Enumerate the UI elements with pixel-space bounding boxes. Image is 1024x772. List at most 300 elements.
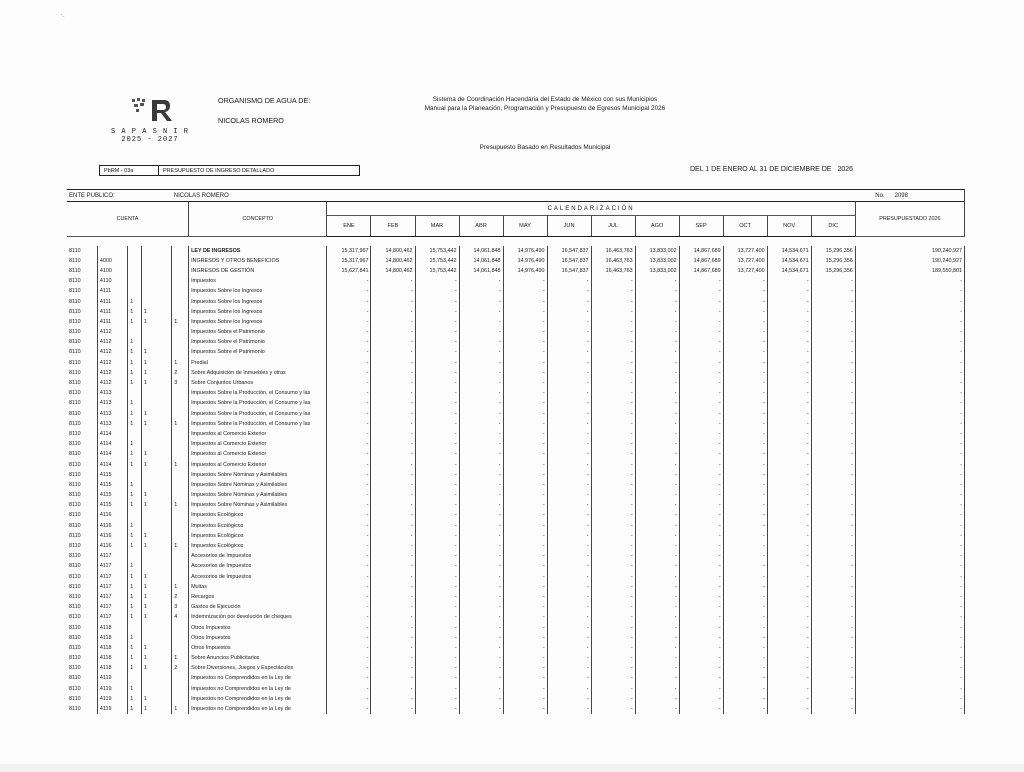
month-value-cell: - — [503, 358, 547, 368]
month-value-cell: - — [415, 663, 459, 673]
account-c5-cell: 1 — [172, 653, 189, 663]
month-value-cell: - — [767, 378, 811, 388]
month-value-cell: - — [767, 572, 811, 582]
month-value-cell: 15,753,442 — [415, 246, 459, 256]
account-c5-cell — [172, 429, 189, 439]
month-value-cell: - — [591, 673, 635, 683]
account-c4-cell: 1 — [141, 459, 171, 469]
month-value-cell: - — [767, 643, 811, 653]
account-c3-cell: 1 — [128, 694, 142, 704]
month-value-cell: - — [811, 378, 855, 388]
concept-cell: Impuestos no Comprendidos en la Ley de — [189, 704, 327, 714]
total-value-cell: - — [855, 296, 964, 306]
month-value-cell: - — [415, 561, 459, 571]
account-c5-cell — [172, 439, 189, 449]
month-value-cell: - — [723, 449, 767, 459]
month-value-cell: - — [591, 592, 635, 602]
month-value-cell: - — [371, 378, 415, 388]
total-value-cell: - — [855, 500, 964, 510]
table-row — [67, 409, 965, 419]
month-value-cell: - — [811, 419, 855, 429]
account-c3-cell — [128, 286, 142, 296]
month-value-cell: - — [415, 358, 459, 368]
month-value-cell: - — [547, 296, 591, 306]
account-c1-cell: 8110 — [67, 276, 97, 286]
month-value-cell: - — [503, 286, 547, 296]
month-value-cell: - — [679, 704, 723, 714]
month-value-cell: - — [503, 602, 547, 612]
concept-cell: Impuestos Sobre Nóminas y Asimilables — [189, 480, 327, 490]
month-value-cell: - — [635, 572, 679, 582]
month-value-cell: - — [547, 602, 591, 612]
account-c1-cell: 8110 — [67, 378, 97, 388]
account-c1-cell: 8110 — [67, 521, 97, 531]
total-value-cell: - — [855, 643, 964, 653]
table-row — [67, 531, 965, 541]
account-c4-cell — [141, 398, 171, 408]
organization-logo — [110, 97, 190, 144]
month-value-cell: - — [459, 541, 503, 551]
month-value-cell: - — [547, 439, 591, 449]
account-c5-cell — [172, 551, 189, 561]
account-c5-cell — [172, 470, 189, 480]
month-value-cell: - — [679, 337, 723, 347]
month-value-cell: - — [327, 572, 371, 582]
month-value-cell: - — [679, 592, 723, 602]
account-c5-cell — [172, 531, 189, 541]
month-value-cell: - — [591, 347, 635, 357]
month-value-cell: - — [811, 684, 855, 694]
total-value-cell: - — [855, 480, 964, 490]
account-c2-cell: 4118 — [97, 663, 127, 673]
table-row — [67, 602, 965, 612]
month-value-cell: - — [459, 347, 503, 357]
month-header-may: MAY — [503, 216, 547, 237]
month-value-cell: - — [811, 694, 855, 704]
month-value-cell: - — [547, 409, 591, 419]
table-row — [67, 572, 965, 582]
month-value-cell: - — [503, 419, 547, 429]
total-value-cell: - — [855, 337, 964, 347]
month-value-cell: - — [679, 633, 723, 643]
account-c4-cell — [141, 510, 171, 520]
month-value-cell: - — [327, 398, 371, 408]
account-c4-cell: 1 — [141, 531, 171, 541]
month-value-cell: - — [591, 500, 635, 510]
month-value-cell: - — [547, 653, 591, 663]
month-value-cell: - — [635, 643, 679, 653]
month-value-cell: - — [327, 531, 371, 541]
account-c1-cell: 8110 — [67, 531, 97, 541]
month-value-cell: - — [459, 592, 503, 602]
month-value-cell: 16,463,763 — [591, 266, 635, 276]
month-value-cell: - — [371, 572, 415, 582]
account-c5-cell — [172, 409, 189, 419]
month-value-cell: 16,547,837 — [547, 256, 591, 266]
month-value-cell: - — [327, 317, 371, 327]
month-value-cell: - — [371, 459, 415, 469]
month-value-cell: - — [503, 663, 547, 673]
month-value-cell: - — [767, 694, 811, 704]
month-value-cell: - — [811, 459, 855, 469]
account-c1-cell: 8110 — [67, 266, 97, 276]
account-c4-cell: 1 — [141, 541, 171, 551]
total-value-cell: - — [855, 317, 964, 327]
account-c2-cell: 4114 — [97, 459, 127, 469]
account-c5-cell: 2 — [172, 368, 189, 378]
month-value-cell: - — [811, 358, 855, 368]
month-value-cell: - — [679, 429, 723, 439]
month-value-cell: - — [415, 694, 459, 704]
month-value-cell: - — [811, 510, 855, 520]
month-value-cell: - — [503, 388, 547, 398]
table-row — [67, 653, 965, 663]
account-c4-cell: 1 — [141, 643, 171, 653]
account-c2-cell: 4116 — [97, 541, 127, 551]
account-c4-cell — [141, 388, 171, 398]
month-value-cell: - — [635, 296, 679, 306]
month-value-cell: 14,800,462 — [371, 246, 415, 256]
account-c2-cell: 4117 — [97, 582, 127, 592]
month-value-cell: - — [635, 541, 679, 551]
month-value-cell: 14,800,462 — [371, 266, 415, 276]
month-value-cell: - — [635, 337, 679, 347]
month-value-cell: 15,296,356 — [811, 256, 855, 266]
month-value-cell: - — [415, 317, 459, 327]
month-value-cell: - — [591, 276, 635, 286]
month-value-cell: - — [723, 592, 767, 602]
month-value-cell: - — [679, 459, 723, 469]
month-value-cell: - — [415, 429, 459, 439]
month-value-cell: 14,800,462 — [371, 256, 415, 266]
month-header-abr: ABR — [459, 216, 503, 237]
account-c2-cell: 4112 — [97, 327, 127, 337]
month-value-cell: - — [767, 480, 811, 490]
month-value-cell: - — [503, 490, 547, 500]
total-value-cell: - — [855, 684, 964, 694]
account-c4-cell — [141, 633, 171, 643]
month-value-cell: - — [767, 317, 811, 327]
organization-label: ORGANISMO DE AGUA DE: — [218, 96, 311, 105]
month-value-cell: - — [503, 378, 547, 388]
system-title-line1: Sistema de Coordinación Hacendaria del Estado de México con sus Municipios — [432, 96, 658, 103]
month-header-nov: NOV — [767, 216, 811, 237]
account-c4-cell: 1 — [141, 368, 171, 378]
account-c4-cell: 1 — [141, 602, 171, 612]
month-value-cell: - — [635, 510, 679, 520]
month-value-cell: - — [371, 439, 415, 449]
concept-cell: Impuestos al Comercio Exterior — [189, 429, 327, 439]
account-c3-cell: 1 — [128, 612, 142, 622]
month-value-cell: - — [811, 663, 855, 673]
account-c3-cell: 1 — [128, 358, 142, 368]
total-value-cell: - — [855, 327, 964, 337]
table-body — [67, 246, 965, 715]
month-value-cell: - — [723, 561, 767, 571]
month-value-cell: - — [415, 622, 459, 632]
month-value-cell: - — [459, 704, 503, 714]
month-value-cell: - — [327, 643, 371, 653]
table-row — [67, 633, 965, 643]
month-value-cell: - — [767, 388, 811, 398]
month-value-cell: - — [635, 582, 679, 592]
month-value-cell: - — [503, 531, 547, 541]
month-value-cell: - — [547, 286, 591, 296]
month-value-cell: - — [767, 459, 811, 469]
month-value-cell: - — [723, 388, 767, 398]
month-value-cell: - — [327, 663, 371, 673]
number-cell — [855, 190, 964, 202]
month-value-cell: 13,727,400 — [723, 266, 767, 276]
account-c3-cell — [128, 276, 142, 286]
month-value-cell: - — [327, 470, 371, 480]
month-value-cell: - — [635, 592, 679, 602]
total-value-cell: - — [855, 653, 964, 663]
month-value-cell: - — [327, 490, 371, 500]
table-row — [67, 317, 965, 327]
month-value-cell: - — [723, 602, 767, 612]
month-value-cell: - — [503, 643, 547, 653]
month-value-cell: - — [811, 439, 855, 449]
month-value-cell: - — [415, 673, 459, 683]
account-c1-cell: 8110 — [67, 510, 97, 520]
month-value-cell: - — [811, 572, 855, 582]
account-c5-cell — [172, 490, 189, 500]
month-value-cell: - — [371, 296, 415, 306]
month-value-cell: - — [635, 673, 679, 683]
account-c3-cell: 1 — [128, 337, 142, 347]
month-value-cell: 15,317,967 — [327, 256, 371, 266]
account-c2-cell: 4112 — [97, 358, 127, 368]
account-c3-cell: 1 — [128, 541, 142, 551]
month-value-cell: - — [635, 378, 679, 388]
account-c1-cell: 8110 — [67, 358, 97, 368]
account-c5-cell — [172, 561, 189, 571]
account-c3-cell — [128, 266, 142, 276]
total-value-cell: - — [855, 622, 964, 632]
month-value-cell: - — [371, 684, 415, 694]
month-value-cell: - — [635, 612, 679, 622]
month-value-cell: - — [327, 388, 371, 398]
account-c4-cell: 1 — [141, 358, 171, 368]
month-header-ene: ENE — [327, 216, 371, 237]
cuenta-header: CUENTA — [67, 202, 189, 237]
month-value-cell: - — [459, 633, 503, 643]
account-c5-cell — [172, 276, 189, 286]
month-value-cell: - — [415, 398, 459, 408]
period-text: DEL 1 DE ENERO AL 31 DE DICIEMBRE DE — [690, 166, 832, 173]
account-c5-cell — [172, 521, 189, 531]
account-c4-cell — [141, 429, 171, 439]
month-value-cell: - — [591, 398, 635, 408]
account-c3-cell: 1 — [128, 490, 142, 500]
month-value-cell: - — [591, 388, 635, 398]
month-value-cell: 15,627,841 — [327, 266, 371, 276]
month-value-cell: - — [591, 449, 635, 459]
month-value-cell: - — [415, 337, 459, 347]
month-value-cell: - — [459, 419, 503, 429]
month-value-cell: - — [327, 459, 371, 469]
month-value-cell: - — [327, 429, 371, 439]
month-value-cell: - — [591, 470, 635, 480]
account-c4-cell — [141, 439, 171, 449]
month-value-cell: - — [547, 307, 591, 317]
month-value-cell: - — [811, 602, 855, 612]
account-c4-cell — [141, 480, 171, 490]
month-value-cell: - — [503, 276, 547, 286]
month-value-cell: - — [679, 612, 723, 622]
month-value-cell: - — [503, 612, 547, 622]
table-row — [67, 347, 965, 357]
account-c3-cell — [128, 327, 142, 337]
month-value-cell: 13,833,002 — [635, 266, 679, 276]
account-c4-cell — [141, 276, 171, 286]
month-value-cell: - — [327, 684, 371, 694]
account-c4-cell: 1 — [141, 663, 171, 673]
table-row — [67, 449, 965, 459]
month-value-cell: - — [767, 398, 811, 408]
month-value-cell: - — [767, 653, 811, 663]
month-value-cell: - — [327, 633, 371, 643]
month-value-cell: - — [767, 551, 811, 561]
month-value-cell: - — [415, 378, 459, 388]
month-value-cell: - — [503, 653, 547, 663]
concept-cell: Impuestos Ecológicos — [189, 541, 327, 551]
month-value-cell: - — [371, 347, 415, 357]
month-value-cell: - — [635, 622, 679, 632]
account-c5-cell — [172, 673, 189, 683]
month-value-cell: - — [811, 449, 855, 459]
month-value-cell: - — [327, 347, 371, 357]
total-value-cell: - — [855, 490, 964, 500]
month-value-cell: - — [767, 633, 811, 643]
table-row — [67, 704, 965, 714]
account-c5-cell: 1 — [172, 582, 189, 592]
total-value-cell: - — [855, 582, 964, 592]
account-c4-cell: 1 — [141, 419, 171, 429]
month-value-cell: - — [547, 378, 591, 388]
month-value-cell: - — [679, 480, 723, 490]
month-value-cell: - — [459, 622, 503, 632]
month-value-cell: - — [371, 317, 415, 327]
account-c3-cell: 1 — [128, 643, 142, 653]
concept-cell: INGRESOS Y OTROS BENEFICIOS — [189, 256, 327, 266]
period-year: 2026 — [837, 166, 854, 173]
month-value-cell: - — [327, 541, 371, 551]
month-value-cell: - — [591, 643, 635, 653]
month-value-cell: - — [503, 347, 547, 357]
account-c4-cell — [141, 296, 171, 306]
month-value-cell: 16,547,837 — [547, 246, 591, 256]
month-value-cell: - — [723, 358, 767, 368]
month-value-cell: - — [547, 480, 591, 490]
month-value-cell: - — [327, 368, 371, 378]
month-value-cell: - — [635, 327, 679, 337]
month-value-cell: - — [767, 531, 811, 541]
table-row — [67, 388, 965, 398]
month-value-cell: - — [547, 633, 591, 643]
account-c4-cell: 1 — [141, 307, 171, 317]
month-value-cell: - — [591, 582, 635, 592]
month-value-cell: - — [767, 429, 811, 439]
total-value-cell: - — [855, 694, 964, 704]
month-value-cell: - — [767, 276, 811, 286]
month-value-cell: - — [679, 286, 723, 296]
month-value-cell: - — [459, 673, 503, 683]
month-value-cell: 14,976,490 — [503, 266, 547, 276]
total-value-cell: - — [855, 449, 964, 459]
account-c2-cell: 4118 — [97, 633, 127, 643]
account-c3-cell — [128, 429, 142, 439]
account-c5-cell — [172, 480, 189, 490]
month-value-cell: - — [547, 470, 591, 480]
month-value-cell: - — [503, 398, 547, 408]
month-value-cell: - — [767, 327, 811, 337]
account-c1-cell: 8110 — [67, 633, 97, 643]
month-value-cell: - — [503, 480, 547, 490]
table-row — [67, 429, 965, 439]
month-value-cell: - — [459, 449, 503, 459]
account-c4-cell — [141, 266, 171, 276]
account-c2-cell: 4117 — [97, 572, 127, 582]
account-c1-cell: 8110 — [67, 653, 97, 663]
month-value-cell: - — [327, 358, 371, 368]
month-value-cell: - — [679, 317, 723, 327]
month-value-cell: - — [503, 551, 547, 561]
table-row — [67, 459, 965, 469]
month-value-cell: - — [811, 388, 855, 398]
month-value-cell: - — [371, 409, 415, 419]
month-value-cell: - — [723, 480, 767, 490]
concept-cell: Impuestos Sobre el Patrimonio — [189, 347, 327, 357]
month-value-cell: - — [371, 643, 415, 653]
month-value-cell: - — [503, 582, 547, 592]
total-value-cell: - — [855, 663, 964, 673]
month-value-cell: - — [503, 449, 547, 459]
account-c3-cell: 1 — [128, 480, 142, 490]
account-c1-cell: 8110 — [67, 327, 97, 337]
month-value-cell: - — [811, 337, 855, 347]
month-value-cell: - — [547, 358, 591, 368]
month-value-cell: - — [679, 684, 723, 694]
month-value-cell: - — [635, 388, 679, 398]
account-c2-cell: 4118 — [97, 653, 127, 663]
month-value-cell: - — [371, 694, 415, 704]
account-c2-cell: 4115 — [97, 480, 127, 490]
month-value-cell: - — [811, 480, 855, 490]
account-c2-cell: 4000 — [97, 256, 127, 266]
month-value-cell: - — [591, 684, 635, 694]
table-row — [67, 663, 965, 673]
month-value-cell: - — [679, 500, 723, 510]
month-value-cell: - — [811, 592, 855, 602]
account-c3-cell: 1 — [128, 317, 142, 327]
account-c2-cell — [97, 246, 127, 256]
account-c3-cell: 1 — [128, 582, 142, 592]
concept-cell: Indemnización por devolución de cheques — [189, 612, 327, 622]
month-value-cell: - — [767, 561, 811, 571]
month-value-cell: - — [811, 704, 855, 714]
account-c5-cell — [172, 684, 189, 694]
account-c4-cell: 1 — [141, 572, 171, 582]
month-value-cell: - — [811, 296, 855, 306]
month-value-cell: - — [371, 388, 415, 398]
month-value-cell: - — [327, 449, 371, 459]
table-row — [67, 368, 965, 378]
month-value-cell: 14,534,671 — [767, 266, 811, 276]
concept-cell: Impuestos al Comercio Exterior — [189, 449, 327, 459]
form-code: PbRM - 03a — [100, 166, 159, 175]
